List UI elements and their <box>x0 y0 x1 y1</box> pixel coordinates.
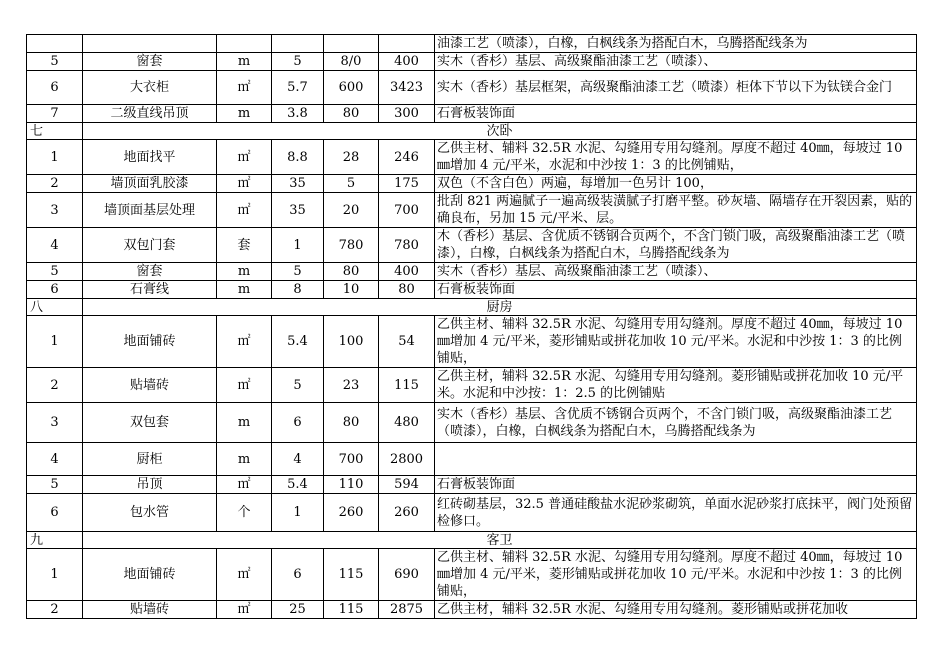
total-cell: 780 <box>379 228 435 263</box>
unit-price-cell: 20 <box>324 193 379 228</box>
description-cell: 批刮 821 两遍腻子一遍高级装潢腻子打磨平整。砂灰墙、隔墙存在开裂因素，贴的确良布，另加 15 元/平米、层。 <box>435 193 917 228</box>
unit-price-cell: 80 <box>324 105 379 123</box>
total-cell: 260 <box>379 494 435 532</box>
unit-price-cell: 260 <box>324 494 379 532</box>
quantity-cell: 5.4 <box>272 316 324 368</box>
quantity-cell: 5.4 <box>272 476 324 494</box>
total-cell: 54 <box>379 316 435 368</box>
unit-price-cell: 28 <box>324 140 379 175</box>
total-cell: 594 <box>379 476 435 494</box>
unit-cell: m <box>217 403 272 443</box>
section-number: 七 <box>27 123 83 140</box>
item-name-cell: 厨柜 <box>83 443 217 476</box>
quote-table <box>26 34 917 619</box>
unit-cell: m <box>217 281 272 299</box>
unit-cell: ㎡ <box>217 549 272 601</box>
description-cell: 乙供主材，辅料 32.5R 水泥、勾缝用专用勾缝剂。菱形铺贴或拼花加收 <box>435 601 917 619</box>
item-number-cell: 3 <box>27 193 83 228</box>
unit-cell: ㎡ <box>217 368 272 403</box>
item-name-cell: 窗套 <box>83 53 217 71</box>
item-name-cell: 地面铺砖 <box>83 316 217 368</box>
total-cell: 175 <box>379 175 435 193</box>
table-row <box>27 53 917 71</box>
item-number-cell: 5 <box>27 53 83 71</box>
total-cell: 400 <box>379 263 435 281</box>
total-cell: 246 <box>379 140 435 175</box>
table-row <box>27 71 917 105</box>
total-cell: 2800 <box>379 443 435 476</box>
unit-price-cell: 80 <box>324 403 379 443</box>
item-number-cell <box>27 35 83 53</box>
item-number-cell: 6 <box>27 494 83 532</box>
table-row <box>27 105 917 123</box>
unit-cell: ㎡ <box>217 140 272 175</box>
description-cell: 木（香杉）基层、含优质不锈钢合页两个，不含门锁门吸，高级聚酯油漆工艺（喷漆），白橡，白枫线条为搭配白木，乌腾搭配线条为 <box>435 228 917 263</box>
item-number-cell: 7 <box>27 105 83 123</box>
table-row <box>27 476 917 494</box>
item-name-cell: 包水管 <box>83 494 217 532</box>
description-cell: 乙供主材、辅料 32.5R 水泥、勾缝用专用勾缝剂。厚度不超过 40㎜，每坡过 10㎜增加 4 元/平米，菱形铺贴或拼花加收 10 元/平米。水泥和中沙按 1：3 的比例铺贴， <box>435 316 917 368</box>
section-number: 九 <box>27 532 83 549</box>
unit-cell: m <box>217 53 272 71</box>
section-title: 厨房 <box>83 299 917 316</box>
item-name-cell: 大衣柜 <box>83 71 217 105</box>
unit-cell <box>217 35 272 53</box>
section-header-row <box>27 299 917 316</box>
quantity-cell: 1 <box>272 228 324 263</box>
unit-cell: ㎡ <box>217 316 272 368</box>
table-row <box>27 494 917 532</box>
unit-cell: ㎡ <box>217 601 272 619</box>
quantity-cell: 8 <box>272 281 324 299</box>
table-row <box>27 263 917 281</box>
item-number-cell: 2 <box>27 368 83 403</box>
unit-price-cell: 10 <box>324 281 379 299</box>
unit-price-cell: 8/0 <box>324 53 379 71</box>
item-name-cell: 双包套 <box>83 403 217 443</box>
item-number-cell: 4 <box>27 228 83 263</box>
unit-price-cell <box>324 35 379 53</box>
unit-cell: ㎡ <box>217 476 272 494</box>
item-number-cell: 3 <box>27 403 83 443</box>
total-cell: 115 <box>379 368 435 403</box>
quantity-cell: 1 <box>272 494 324 532</box>
unit-cell: m <box>217 263 272 281</box>
total-cell: 690 <box>379 549 435 601</box>
description-cell: 实木（香杉）基层、含优质不锈钢合页两个，不含门锁门吸，高级聚酯油漆工艺（喷漆），白橡，白枫线条为搭配白木，乌腾搭配线条为 <box>435 403 917 443</box>
unit-price-cell: 100 <box>324 316 379 368</box>
unit-price-cell: 23 <box>324 368 379 403</box>
table-row <box>27 368 917 403</box>
item-name-cell: 二级直线吊顶 <box>83 105 217 123</box>
unit-cell: 套 <box>217 228 272 263</box>
item-number-cell: 6 <box>27 71 83 105</box>
quantity-cell: 6 <box>272 549 324 601</box>
quantity-cell: 5.7 <box>272 71 324 105</box>
unit-cell: ㎡ <box>217 175 272 193</box>
total-cell: 480 <box>379 403 435 443</box>
unit-price-cell: 110 <box>324 476 379 494</box>
description-cell: 乙供主材，辅料 32.5R 水泥、勾缝用专用勾缝剂。菱形铺贴或拼花加收 10 元/平米。水泥和中沙按：1：2.5 的比例铺贴 <box>435 368 917 403</box>
item-name-cell <box>83 35 217 53</box>
total-cell: 2875 <box>379 601 435 619</box>
description-cell: 石膏板装饰面 <box>435 476 917 494</box>
total-cell: 700 <box>379 193 435 228</box>
description-cell: 乙供主材、辅料 32.5R 水泥、勾缝用专用勾缝剂。厚度不超过 40㎜，每坡过 10㎜增加 4 元/平米，水泥和中沙按 1：3 的比例铺贴， <box>435 140 917 175</box>
description-cell: 石膏板装饰面 <box>435 105 917 123</box>
section-title: 次卧 <box>83 123 917 140</box>
item-name-cell: 墙顶面乳胶漆 <box>83 175 217 193</box>
table-row <box>27 175 917 193</box>
item-name-cell: 窗套 <box>83 263 217 281</box>
item-number-cell: 1 <box>27 140 83 175</box>
unit-price-cell: 80 <box>324 263 379 281</box>
item-number-cell: 1 <box>27 316 83 368</box>
unit-cell: ㎡ <box>217 193 272 228</box>
section-header-row <box>27 532 917 549</box>
item-name-cell: 吊顶 <box>83 476 217 494</box>
description-cell: 实木（香杉）基层、高级聚酯油漆工艺（喷漆）、 <box>435 263 917 281</box>
item-number-cell: 4 <box>27 443 83 476</box>
item-name-cell: 贴墙砖 <box>83 601 217 619</box>
description-cell: 油漆工艺（喷漆），白橡，白枫线条为搭配白木，乌腾搭配线条为 <box>435 35 917 53</box>
quantity-cell: 35 <box>272 175 324 193</box>
total-cell: 400 <box>379 53 435 71</box>
item-number-cell: 5 <box>27 476 83 494</box>
section-title: 客卫 <box>83 532 917 549</box>
item-number-cell: 2 <box>27 175 83 193</box>
quote-table-body <box>27 35 917 619</box>
table-row <box>27 140 917 175</box>
item-number-cell: 5 <box>27 263 83 281</box>
item-name-cell: 石膏线 <box>83 281 217 299</box>
description-cell: 双色（不含白色）两遍，每增加一色另计 100， <box>435 175 917 193</box>
item-name-cell: 墙顶面基层处理 <box>83 193 217 228</box>
table-row <box>27 443 917 476</box>
table-row <box>27 601 917 619</box>
quantity-cell: 35 <box>272 193 324 228</box>
unit-price-cell: 115 <box>324 549 379 601</box>
description-cell: 红砖砌基层，32.5 普通硅酸盐水泥砂浆砌筑，单面水泥砂浆打底抹平，阀门处预留检修口。 <box>435 494 917 532</box>
description-cell <box>435 443 917 476</box>
section-number: 八 <box>27 299 83 316</box>
unit-cell: 个 <box>217 494 272 532</box>
quantity-cell: 5 <box>272 53 324 71</box>
description-cell: 石膏板装饰面 <box>435 281 917 299</box>
description-cell: 实木（香杉）基层框架，高级聚酯油漆工艺（喷漆）柜体下节以下为钛镁合金门 <box>435 71 917 105</box>
table-row <box>27 193 917 228</box>
item-name-cell: 地面铺砖 <box>83 549 217 601</box>
total-cell: 300 <box>379 105 435 123</box>
unit-cell: m <box>217 443 272 476</box>
quantity-cell <box>272 35 324 53</box>
section-header-row <box>27 123 917 140</box>
quantity-cell: 5 <box>272 368 324 403</box>
table-row <box>27 316 917 368</box>
description-cell: 乙供主材、辅料 32.5R 水泥、勾缝用专用勾缝剂。厚度不超过 40㎜，每坡过 10㎜增加 4 元/平米，菱形铺贴或拼花加收 10 元/平米。水泥和中沙按 1：3 的比例铺贴， <box>435 549 917 601</box>
quantity-cell: 8.8 <box>272 140 324 175</box>
table-row <box>27 281 917 299</box>
item-name-cell: 地面找平 <box>83 140 217 175</box>
unit-cell: m <box>217 105 272 123</box>
total-cell <box>379 35 435 53</box>
unit-price-cell: 780 <box>324 228 379 263</box>
quantity-cell: 3.8 <box>272 105 324 123</box>
item-name-cell: 贴墙砖 <box>83 368 217 403</box>
quantity-cell: 4 <box>272 443 324 476</box>
item-number-cell: 6 <box>27 281 83 299</box>
table-row <box>27 549 917 601</box>
unit-cell: ㎡ <box>217 71 272 105</box>
unit-price-cell: 115 <box>324 601 379 619</box>
unit-price-cell: 600 <box>324 71 379 105</box>
table-row <box>27 228 917 263</box>
table-row <box>27 35 917 53</box>
table-row <box>27 403 917 443</box>
quantity-cell: 25 <box>272 601 324 619</box>
total-cell: 80 <box>379 281 435 299</box>
description-cell: 实木（香杉）基层、高级聚酯油漆工艺（喷漆）、 <box>435 53 917 71</box>
total-cell: 3423 <box>379 71 435 105</box>
item-name-cell: 双包门套 <box>83 228 217 263</box>
item-number-cell: 1 <box>27 549 83 601</box>
unit-price-cell: 700 <box>324 443 379 476</box>
item-number-cell: 2 <box>27 601 83 619</box>
unit-price-cell: 5 <box>324 175 379 193</box>
quantity-cell: 5 <box>272 263 324 281</box>
quantity-cell: 6 <box>272 403 324 443</box>
